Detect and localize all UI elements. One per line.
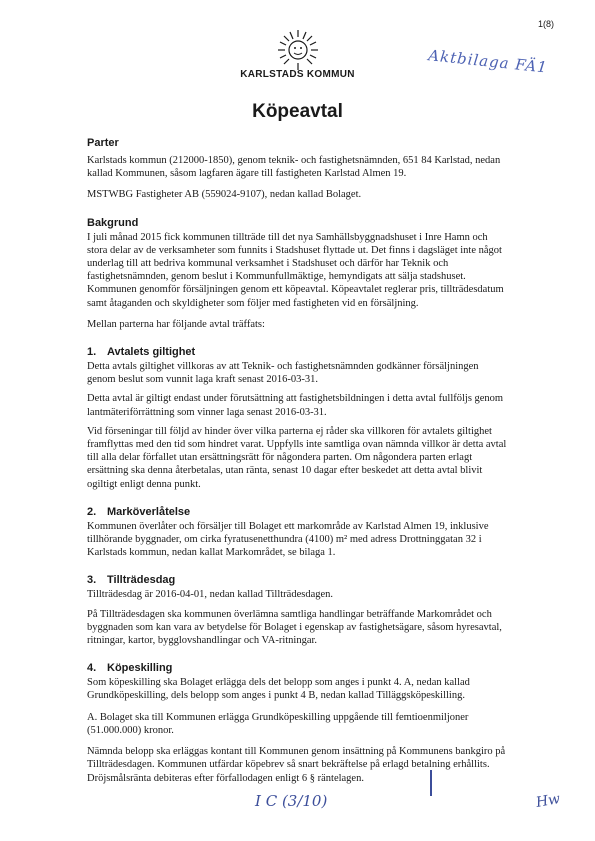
paragraph: Kommunen överlåter och försäljer till Bolaget ett markområde av Karlstad Almen 19, inklusive tillhörande byggnader, om cirka fyratusenetthundra (4100) m² med adress Drottninggatan 32 i Karlstads kommun, nedan kallat Markområdet, se bilaga 1. xyxy=(87,520,489,559)
section-heading-parter: Parter xyxy=(87,137,119,149)
signature-right: Hw xyxy=(534,791,562,811)
document-body xyxy=(87,136,507,785)
section-title: Avtalets giltighet xyxy=(107,346,196,359)
paragraph: Vid förseningar till följd av hinder över vilka parterna ej råder ska villkoren för avtalets giltighet framflyttas med den tid som hindret varat. Uppfylls inte samtliga ovan nämnda villkor är detta avtal till alla delar förfallet utan ersättningsrätt för någondera parten. Om någondera parten erlagt ersättning ska denna återbetalas, utan ränta, senast 10 dagar efter beskedet att detta avtal blivit ogiltigt enligt denna punkt. xyxy=(87,425,507,490)
paragraph: Karlstads kommun (212000-1850), genom teknik- och fastighetsnämnden, 651 84 Karlstad, nedan kallad Kommunen, såsom lagfaren ägare till fastigheten Karlstad Almen 19. xyxy=(87,155,501,180)
org-name: KARLSTADS KOMMUN xyxy=(240,69,355,80)
document-title: Köpeavtal xyxy=(252,101,343,122)
section-number: 4. xyxy=(87,662,97,675)
paragraph: På Tillträdesdagen ska kommunen överlämna samtliga handlingar beträffande Markområdet och byggnaden som kan vara av betydelse för Bolaget i egenskap av fastighetsägare, såsom hyresavtal, ritningar, kartor, bygglovshandlingar och VA-ritningar. xyxy=(87,608,502,647)
section-number: 3. xyxy=(87,574,97,587)
section-title: Tillträdesdag xyxy=(107,574,176,587)
paragraph: Mellan parterna har följande avtal träffats: xyxy=(87,318,265,330)
paragraph: I juli månad 2015 fick kommunen tillträde till det nya Samhällsbyggnadshuset i Inre Hamn och stora delar av de verksamheter som funnits i Stadshuset flyttade ut. Det finns i dagsläget inte något underlag till att bedriva kommunal verksamhet i Stadshuset och därför har Teknik och fastighetsnämnden, genom beslut i Kommunfullmäktige, hemyndigats att sälja stadshuset. Kommunen genomför försäljningen genom ett köpeavtal. Köpeavtalet reglerar pris, tillträdesdatum samt åtaganden och skyldigheter som följer med fastigheten vid en försäljning. xyxy=(87,231,504,309)
section-number: 2. xyxy=(87,505,97,518)
section-number: 1. xyxy=(87,346,97,359)
paragraph: Tillträdesdag är 2016-04-01, nedan kallad Tillträdesdagen. xyxy=(87,589,334,601)
section-heading-bakgrund: Bakgrund xyxy=(87,216,139,229)
paragraph: Detta avtal är giltigt endast under förutsättning att fastighetsbildningen i detta avtal fullföljs genom lantmäteriförrättning som vinner laga senast 2016-03-31. xyxy=(87,393,504,418)
sun-logo-icon xyxy=(273,28,323,74)
paragraph: MSTWBG Fastigheter AB (559024-9107), nedan kallad Bolaget. xyxy=(87,189,362,201)
paragraph: Nämnda belopp ska erläggas kontant till Kommunen genom insättning på Kommunens bankgiro på Tillträdesdagen. Kommunen utfärdar köpebrev så snart bekräftelse på erlagd betalning erhållits. Dröjsmålsränta debiteras efter förfallodagen enligt 6 § räntelagen. xyxy=(87,746,506,784)
section-heading-2 xyxy=(87,505,507,519)
section-heading-4 xyxy=(87,661,507,675)
section-heading-3 xyxy=(87,573,507,587)
page-number: 1(8) xyxy=(538,19,555,29)
handwritten-mark xyxy=(430,770,436,796)
section-title: Köpeskilling xyxy=(107,662,173,675)
paragraph: A. Bolaget ska till Kommunen erlägga Grundköpeskilling uppgående till femtioenmiljoner (51.000.000) kronor. xyxy=(87,711,469,736)
handwritten-note: Aktbilaga FÄ1 xyxy=(427,46,549,77)
paragraph: Som köpeskilling ska Bolaget erlägga dels det belopp som anges i punkt 4. A, nedan kallad Grundköpeskilling, dels belopp som anges i punkt 4 B, nedan kallad Tilläggsköpeskilling. xyxy=(87,677,470,702)
section-heading-1 xyxy=(87,345,507,359)
signature-initials: I C (3/10) xyxy=(255,792,328,810)
paragraph: Detta avtals giltighet villkoras av att Teknik- och fastighetsnämnden godkänner försäljningen genom beslut som vunnit laga kraft senast 2016-03-31. xyxy=(87,361,479,386)
section-title: Marköverlåtelse xyxy=(107,505,191,518)
